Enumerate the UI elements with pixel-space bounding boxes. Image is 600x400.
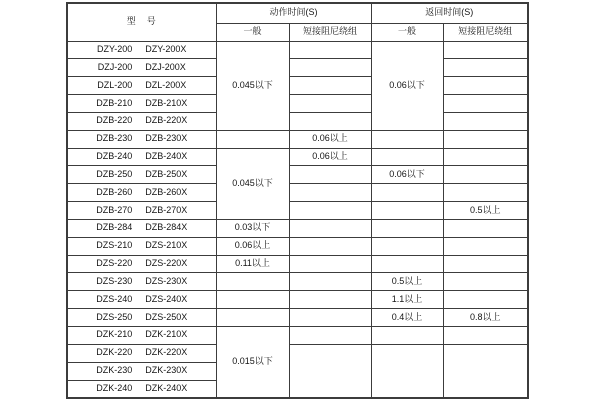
table-row bbox=[67, 273, 528, 291]
model-base: DZB-220 bbox=[96, 115, 133, 126]
return-general-cell: 0.4以上 bbox=[371, 309, 443, 327]
action-general-cell bbox=[216, 291, 289, 309]
model-cell bbox=[67, 184, 216, 202]
model-x-variant: DZJ-200X bbox=[145, 61, 186, 72]
model-cell bbox=[67, 219, 216, 237]
model-x-variant: DZB-230X bbox=[145, 133, 188, 144]
model-base: DZJ-200 bbox=[97, 61, 133, 72]
action-general-cell: 0.06以上 bbox=[216, 237, 289, 255]
action-damping-cell bbox=[289, 112, 371, 130]
table-row bbox=[67, 77, 528, 95]
action-damping-cell bbox=[289, 327, 371, 345]
table-row bbox=[67, 255, 528, 273]
model-base: DZB-210 bbox=[96, 97, 133, 108]
table-row bbox=[67, 344, 528, 362]
header-return-time: 返回时间(S) bbox=[371, 3, 528, 23]
model-base: DZS-250 bbox=[96, 311, 133, 322]
action-general-cell: 0.045以下 bbox=[216, 41, 289, 130]
spec-table-body bbox=[67, 41, 528, 398]
return-general-cell bbox=[371, 148, 443, 166]
model-x-variant: DZB-260X bbox=[145, 186, 188, 197]
action-damping-cell bbox=[289, 202, 371, 220]
model-x-variant: DZS-220X bbox=[145, 258, 188, 269]
model-cell bbox=[67, 77, 216, 95]
model-cell bbox=[67, 112, 216, 130]
model-cell bbox=[67, 362, 216, 380]
model-base: DZB-284 bbox=[96, 222, 133, 233]
model-base: DZB-250 bbox=[96, 168, 133, 179]
action-general-cell: 0.03以下 bbox=[216, 219, 289, 237]
return-damping-cell bbox=[443, 41, 528, 59]
action-damping-cell: 0.06以上 bbox=[289, 148, 371, 166]
model-base: DZB-230 bbox=[96, 133, 133, 144]
model-x-variant: DZB-220X bbox=[145, 115, 188, 126]
model-x-variant: DZB-210X bbox=[145, 97, 188, 108]
return-damping-cell bbox=[443, 148, 528, 166]
header-action-damping: 短接阻尼绕组 bbox=[289, 23, 371, 41]
model-cell bbox=[67, 148, 216, 166]
return-general-cell bbox=[371, 184, 443, 202]
table-row bbox=[67, 130, 528, 148]
model-x-variant: DZB-250X bbox=[145, 168, 188, 179]
model-x-variant: DZB-240X bbox=[145, 151, 188, 162]
action-damping-cell bbox=[289, 59, 371, 77]
return-general-cell bbox=[371, 130, 443, 148]
table-row bbox=[67, 59, 528, 77]
table-row bbox=[67, 112, 528, 130]
action-damping-cell bbox=[289, 309, 371, 327]
return-general-cell bbox=[371, 219, 443, 237]
model-x-variant: DZB-270X bbox=[145, 204, 188, 215]
action-general-cell: 0.045以下 bbox=[216, 148, 289, 219]
model-cell bbox=[67, 344, 216, 362]
action-damping-cell bbox=[289, 166, 371, 184]
model-x-variant: DZK-240X bbox=[145, 382, 188, 393]
model-base: DZL-200 bbox=[97, 79, 133, 90]
model-cell bbox=[67, 291, 216, 309]
header-model: 型 号 bbox=[67, 3, 216, 41]
action-general-cell bbox=[216, 130, 289, 148]
action-damping-cell bbox=[289, 95, 371, 113]
model-cell bbox=[67, 166, 216, 184]
model-x-variant: DZS-210X bbox=[145, 240, 188, 251]
model-cell bbox=[67, 95, 216, 113]
spec-table bbox=[66, 2, 529, 399]
return-damping-cell bbox=[443, 95, 528, 113]
model-cell bbox=[67, 41, 216, 59]
return-general-cell: 0.06以下 bbox=[371, 166, 443, 184]
return-damping-cell bbox=[443, 344, 528, 398]
model-base: DZS-210 bbox=[96, 240, 133, 251]
return-general-cell: 1.1以上 bbox=[371, 291, 443, 309]
return-damping-cell bbox=[443, 130, 528, 148]
model-x-variant: DZB-284X bbox=[145, 222, 188, 233]
table-row bbox=[67, 184, 528, 202]
action-damping-cell bbox=[289, 291, 371, 309]
model-cell bbox=[67, 380, 216, 398]
model-cell bbox=[67, 130, 216, 148]
model-x-variant: DZS-250X bbox=[145, 311, 188, 322]
model-cell bbox=[67, 59, 216, 77]
header-action-time: 动作时间(S) bbox=[216, 3, 371, 23]
action-damping-cell bbox=[289, 219, 371, 237]
header-return-damping: 短接阻尼绕组 bbox=[443, 23, 528, 41]
model-cell bbox=[67, 237, 216, 255]
return-damping-cell bbox=[443, 59, 528, 77]
action-damping-cell bbox=[289, 344, 371, 398]
return-general-cell bbox=[371, 255, 443, 273]
model-cell bbox=[67, 309, 216, 327]
return-damping-cell bbox=[443, 77, 528, 95]
model-base: DZB-240 bbox=[96, 151, 133, 162]
table-row bbox=[67, 309, 528, 327]
table-row bbox=[67, 148, 528, 166]
model-base: DZS-240 bbox=[96, 293, 133, 304]
return-damping-cell bbox=[443, 327, 528, 345]
model-x-variant: DZK-220X bbox=[145, 347, 188, 358]
table-row bbox=[67, 95, 528, 113]
return-general-cell bbox=[371, 327, 443, 345]
action-general-cell bbox=[216, 309, 289, 327]
model-cell bbox=[67, 273, 216, 291]
table-row bbox=[67, 327, 528, 345]
action-damping-cell bbox=[289, 255, 371, 273]
model-x-variant: DZS-240X bbox=[145, 293, 188, 304]
model-base: DZS-230 bbox=[96, 275, 133, 286]
return-general-cell: 0.5以上 bbox=[371, 273, 443, 291]
action-general-cell bbox=[216, 273, 289, 291]
action-damping-cell bbox=[289, 41, 371, 59]
return-general-cell bbox=[371, 344, 443, 398]
model-base: DZB-260 bbox=[96, 186, 133, 197]
return-damping-cell: 0.5以上 bbox=[443, 202, 528, 220]
spec-table-container bbox=[66, 2, 529, 399]
model-base: DZY-200 bbox=[97, 43, 133, 54]
table-row bbox=[67, 219, 528, 237]
model-base: DZB-270 bbox=[96, 204, 133, 215]
action-damping-cell bbox=[289, 184, 371, 202]
spec-table-header bbox=[67, 3, 528, 41]
model-x-variant: DZS-230X bbox=[145, 275, 188, 286]
model-base: DZK-210 bbox=[96, 329, 133, 340]
return-damping-cell bbox=[443, 184, 528, 202]
return-general-cell bbox=[371, 202, 443, 220]
model-x-variant: DZL-200X bbox=[145, 79, 187, 90]
table-row bbox=[67, 41, 528, 59]
table-row bbox=[67, 237, 528, 255]
model-base: DZK-230 bbox=[96, 365, 133, 376]
header-return-general: 一般 bbox=[371, 23, 443, 41]
return-damping-cell bbox=[443, 273, 528, 291]
action-damping-cell bbox=[289, 77, 371, 95]
action-damping-cell bbox=[289, 273, 371, 291]
return-damping-cell bbox=[443, 291, 528, 309]
return-damping-cell bbox=[443, 112, 528, 130]
model-base: DZK-220 bbox=[96, 347, 133, 358]
model-base: DZK-240 bbox=[96, 382, 133, 393]
header-action-general: 一般 bbox=[216, 23, 289, 41]
model-base: DZS-220 bbox=[96, 258, 133, 269]
model-x-variant: DZK-230X bbox=[145, 365, 188, 376]
return-damping-cell bbox=[443, 166, 528, 184]
action-damping-cell: 0.06以上 bbox=[289, 130, 371, 148]
table-row bbox=[67, 202, 528, 220]
action-general-cell: 0.015以下 bbox=[216, 327, 289, 398]
return-general-cell bbox=[371, 237, 443, 255]
model-x-variant: DZK-210X bbox=[145, 329, 188, 340]
table-row bbox=[67, 291, 528, 309]
model-cell bbox=[67, 327, 216, 345]
return-damping-cell: 0.8以上 bbox=[443, 309, 528, 327]
return-general-cell: 0.06以下 bbox=[371, 41, 443, 130]
return-damping-cell bbox=[443, 219, 528, 237]
model-cell bbox=[67, 255, 216, 273]
action-damping-cell bbox=[289, 237, 371, 255]
table-row bbox=[67, 166, 528, 184]
model-cell bbox=[67, 202, 216, 220]
action-general-cell: 0.11以上 bbox=[216, 255, 289, 273]
return-damping-cell bbox=[443, 255, 528, 273]
return-damping-cell bbox=[443, 237, 528, 255]
model-x-variant: DZY-200X bbox=[145, 43, 187, 54]
